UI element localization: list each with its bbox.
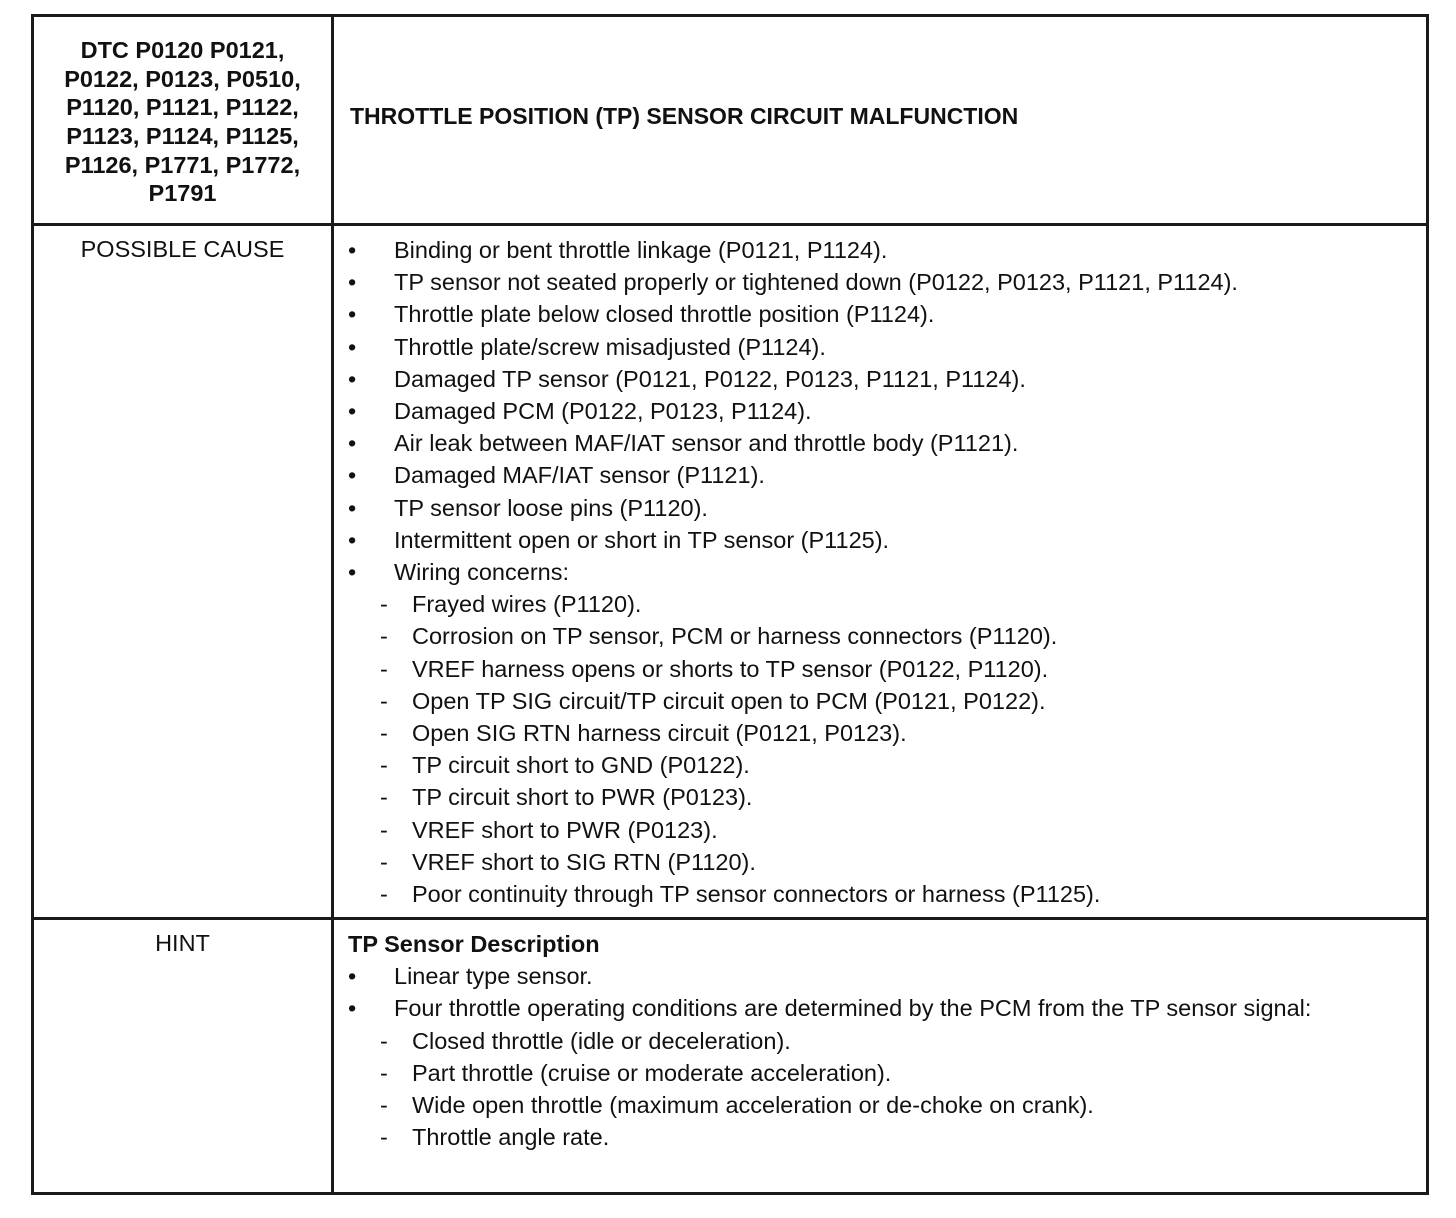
hint-sublist (380, 1025, 1426, 1154)
dtc-line: P1126, P1771, P1772, (64, 151, 301, 178)
dash-icon: - (380, 881, 388, 908)
cause-list (334, 234, 1426, 910)
bullet-icon: • (348, 526, 357, 553)
dash-icon: - (380, 1124, 388, 1151)
bullet-icon: • (348, 237, 357, 263)
dash-icon: - (380, 1092, 388, 1119)
sub-list-item (380, 685, 1426, 717)
dash-icon: - (380, 1027, 388, 1054)
list-item (348, 266, 1426, 298)
sub-list-item (380, 1057, 1426, 1089)
dtc-line: P0122, P0123, P0510, (64, 65, 301, 92)
dtc-line: DTC P0120 P0121, (80, 37, 285, 64)
sub-item-text: VREF short to SIG RTN (P1120). (412, 848, 756, 875)
dtc-line: P1123, P1124, P1125, (66, 123, 299, 149)
dtc-line: P1120, P1121, P1122, (66, 94, 299, 121)
hint-list (334, 960, 1426, 1153)
cause-text: Damaged TP sensor (P0121, P0122, P0123, P1121, P1124). (394, 365, 1026, 392)
dash-icon: - (380, 655, 388, 682)
page-title: THROTTLE POSITION (TP) SENSOR CIRCUIT MALFUNCTION (333, 16, 1428, 225)
sub-item-text: Part throttle (cruise or moderate acceleration). (412, 1059, 892, 1086)
bullet-icon: • (348, 494, 357, 521)
cause-text: Throttle plate below closed throttle position (P1124). (394, 301, 935, 328)
list-item (348, 427, 1426, 459)
dash-icon: - (380, 623, 388, 650)
sub-list-item (380, 1089, 1426, 1121)
sub-item-text: TP circuit short to PWR (P0123). (412, 784, 753, 811)
bullet-icon: • (348, 301, 357, 328)
sub-item-text: Corrosion on TP sensor, PCM or harness connectors (P1120). (412, 623, 1058, 650)
cause-text: TP sensor not seated properly or tightened down (P0122, P0123, P1121, P1124). (394, 269, 1238, 296)
bullet-icon: • (348, 430, 357, 457)
possible-cause-label: POSSIBLE CAUSE (33, 225, 333, 919)
sub-item-text: Throttle angle rate. (412, 1124, 610, 1151)
list-item (348, 960, 1426, 992)
sub-list-item (380, 781, 1426, 813)
dash-icon: - (380, 784, 388, 811)
bullet-icon: • (348, 995, 357, 1022)
dtc-table (31, 14, 1429, 1195)
sub-item-text: Frayed wires (P1120). (412, 591, 642, 618)
bullet-icon: • (348, 365, 357, 392)
sub-item-text: TP circuit short to GND (P0122). (412, 752, 750, 779)
hint-heading: TP Sensor Description (348, 931, 600, 957)
cause-text: Wiring concerns: (394, 559, 569, 586)
sub-list-item (380, 749, 1426, 781)
list-item (348, 298, 1426, 330)
sub-list-item (380, 1121, 1426, 1153)
sub-list-item (380, 846, 1426, 878)
bullet-icon: • (348, 398, 357, 425)
dash-icon: - (380, 1059, 388, 1086)
sub-item-text: Open SIG RTN harness circuit (P0121, P0123). (412, 720, 907, 747)
hint-text: Linear type sensor. (394, 963, 593, 990)
dash-icon: - (380, 848, 388, 875)
list-item (348, 395, 1426, 427)
cause-text: Binding or bent throttle linkage (P0121, P1124). (394, 237, 888, 263)
hint-row (33, 919, 1428, 1194)
list-item (348, 492, 1426, 524)
hint-label: HINT (33, 919, 333, 1194)
dash-icon: - (380, 816, 388, 843)
dash-icon: - (380, 591, 388, 618)
sub-list-item (380, 1025, 1426, 1057)
sub-item-text: Closed throttle (idle or deceleration). (412, 1027, 791, 1054)
cause-text: Throttle plate/screw misadjusted (P1124). (394, 333, 826, 360)
hint-text: Four throttle operating conditions are determined by the PCM from the TP sensor signal: (394, 995, 1312, 1022)
sub-list-item (380, 878, 1426, 910)
possible-cause-row (33, 225, 1428, 919)
sub-item-text: Poor continuity through TP sensor connectors or harness (P1125). (412, 881, 1101, 908)
wiring-sublist (380, 588, 1426, 910)
list-item (348, 331, 1426, 363)
cause-text: Intermittent open or short in TP sensor (P1125). (394, 526, 890, 553)
bullet-icon: • (348, 559, 357, 586)
dash-icon: - (380, 752, 388, 779)
hint-content (333, 919, 1428, 1194)
list-item (348, 524, 1426, 556)
sub-item-text: VREF harness opens or shorts to TP sensor (P0122, P1120). (412, 655, 1049, 682)
list-item (348, 459, 1426, 491)
list-item (348, 363, 1426, 395)
list-item (348, 234, 1426, 266)
list-item (348, 992, 1426, 1153)
bullet-icon: • (348, 333, 357, 360)
dtc-line: P1791 (148, 180, 217, 207)
header-row (33, 16, 1428, 225)
dash-icon: - (380, 720, 388, 747)
sub-list-item (380, 588, 1426, 620)
sub-list-item (380, 653, 1426, 685)
cause-text: Damaged MAF/IAT sensor (P1121). (394, 462, 765, 489)
possible-cause-content (333, 225, 1428, 919)
sub-list-item (380, 814, 1426, 846)
cause-text: Air leak between MAF/IAT sensor and throttle body (P1121). (394, 430, 1019, 457)
bullet-icon: • (348, 963, 357, 990)
bullet-icon: • (348, 269, 357, 296)
sub-item-text: Wide open throttle (maximum acceleration or de-choke on crank). (412, 1092, 1094, 1119)
cause-text: Damaged PCM (P0122, P0123, P1124). (394, 398, 812, 425)
cause-text: TP sensor loose pins (P1120). (394, 494, 708, 521)
list-item (348, 556, 1426, 910)
sub-item-text: VREF short to PWR (P0123). (412, 816, 718, 843)
dtc-codes-cell (33, 16, 333, 225)
dash-icon: - (380, 687, 388, 714)
bullet-icon: • (348, 462, 357, 489)
sub-list-item (380, 620, 1426, 652)
sub-item-text: Open TP SIG circuit/TP circuit open to PCM (P0121, P0122). (412, 687, 1046, 714)
sub-list-item (380, 717, 1426, 749)
